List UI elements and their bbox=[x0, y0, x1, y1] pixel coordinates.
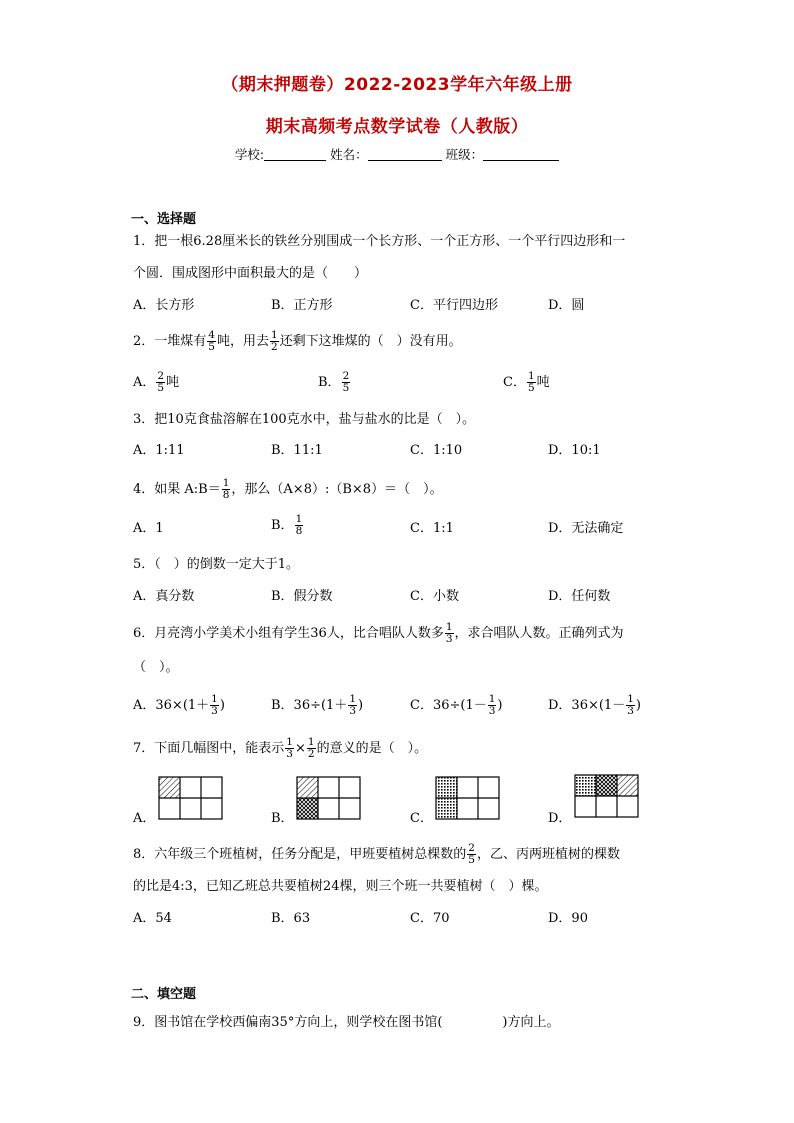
q4-option-d[interactable]: D．无法确定 bbox=[548, 521, 624, 536]
question-7 bbox=[133, 737, 427, 760]
numerator: 1 bbox=[627, 693, 634, 705]
question-5: 5．（ ）的倒数一定大于1。 bbox=[133, 557, 300, 572]
times-sign: × bbox=[294, 741, 306, 756]
denominator: 3 bbox=[445, 633, 453, 645]
q3-option-d[interactable]: D．10:1 bbox=[548, 443, 601, 458]
numerator: 1 bbox=[488, 693, 496, 705]
denominator: 2 bbox=[270, 341, 278, 353]
q1-option-d[interactable]: D．圆 bbox=[548, 298, 585, 313]
exam-title-line2: 期末高频考点数学试卷（人教版） bbox=[265, 117, 529, 137]
close-paren: ) bbox=[358, 698, 364, 713]
q8-text-b: ，乙、丙两班植树的棵数 bbox=[476, 847, 620, 862]
section-choice-heading: 一、选择题 bbox=[131, 212, 197, 227]
q8-option-a[interactable]: A．54 bbox=[133, 911, 172, 926]
q6-option-b[interactable] bbox=[271, 694, 363, 717]
q2-option-c[interactable] bbox=[503, 371, 550, 394]
denominator: 8 bbox=[295, 525, 303, 537]
q3-option-a[interactable]: A．1:11 bbox=[133, 443, 185, 458]
q2-option-c-fraction bbox=[527, 371, 536, 394]
q6-fraction bbox=[445, 622, 454, 645]
q6-option-a-fraction bbox=[210, 694, 219, 717]
denominator: 5 bbox=[468, 854, 475, 866]
numerator: 4 bbox=[208, 329, 215, 341]
numerator: 1 bbox=[295, 513, 303, 525]
q5-option-b[interactable]: B．假分数 bbox=[271, 589, 333, 604]
name-blank[interactable] bbox=[368, 148, 442, 161]
q8-text-a: 8．六年级三个班植树，任务分配是，甲班要植树总棵数的 bbox=[133, 847, 467, 862]
q7-option-b[interactable]: B． bbox=[271, 811, 294, 826]
numerator: 2 bbox=[342, 370, 350, 382]
close-paren: ) bbox=[635, 698, 641, 713]
q1-option-b[interactable]: B．正方形 bbox=[271, 298, 333, 313]
q6-option-d-fraction bbox=[626, 694, 635, 717]
q7-figure-a bbox=[159, 777, 222, 819]
q7-fraction-1 bbox=[285, 737, 294, 760]
q7-option-c[interactable]: C． bbox=[410, 811, 433, 826]
q4-text-b: ，那么（A×8）:（B×8）＝（ ）。 bbox=[231, 482, 443, 497]
q2-option-b[interactable] bbox=[318, 371, 351, 394]
option-prefix: A． bbox=[133, 375, 156, 390]
q6-text-b: ，求合唱队人数。正确列式为 bbox=[454, 626, 624, 641]
q2-option-a-fraction bbox=[156, 371, 165, 394]
q2-text-b: 吨，用去 bbox=[216, 334, 269, 349]
question-1-line1: 1．把一根6.28厘米长的铁丝分别围成一个长方形、一个正方形、一个平行四边形和一 bbox=[133, 234, 626, 249]
q6-option-d[interactable] bbox=[548, 694, 641, 717]
q2-fraction-1 bbox=[207, 330, 216, 353]
section-fill-heading: 二、填空题 bbox=[131, 987, 197, 1002]
q7-fraction-2 bbox=[307, 737, 316, 760]
q3-option-c[interactable]: C．1:10 bbox=[410, 443, 463, 458]
q8-option-d[interactable]: D．90 bbox=[548, 911, 588, 926]
option-prefix: D．36×(1－ bbox=[548, 698, 626, 713]
question-6-line1 bbox=[133, 622, 624, 645]
question-3: 3．把10克食盐溶解在100克水中，盐与盐水的比是（ ）。 bbox=[133, 412, 476, 427]
numerator: 2 bbox=[157, 370, 165, 382]
q5-option-d[interactable]: D．任何数 bbox=[548, 589, 611, 604]
q1-option-c[interactable]: C．平行四边形 bbox=[410, 298, 498, 313]
numerator: 2 bbox=[468, 842, 475, 854]
student-info-line bbox=[0, 145, 794, 163]
denominator: 5 bbox=[208, 341, 215, 353]
q4-text-a: 4．如果 A:B＝ bbox=[133, 482, 221, 497]
question-2 bbox=[133, 330, 462, 353]
q7-text-a: 7．下面几幅图中，能表示 bbox=[133, 741, 285, 756]
denominator: 3 bbox=[349, 705, 357, 717]
q2-text-a: 2．一堆煤有 bbox=[133, 334, 207, 349]
class-label: 班级： bbox=[445, 147, 484, 162]
option-prefix: B． bbox=[318, 375, 341, 390]
option-unit: 吨 bbox=[166, 375, 180, 390]
numerator: 1 bbox=[211, 693, 218, 705]
denominator: 8 bbox=[222, 489, 230, 501]
q8-fraction bbox=[467, 843, 476, 866]
option-prefix: C． bbox=[503, 375, 526, 390]
denominator: 5 bbox=[527, 382, 535, 394]
question-4 bbox=[133, 478, 443, 501]
exam-title-line1: （期末押题卷）2022-2023学年六年级上册 bbox=[221, 75, 573, 95]
numerator: 1 bbox=[445, 621, 453, 633]
option-unit: 吨 bbox=[536, 375, 550, 390]
numerator: 1 bbox=[527, 370, 535, 382]
denominator: 3 bbox=[627, 705, 634, 717]
q6-text-a: 6．月亮湾小学美术小组有学生36人，比合唱队人数多 bbox=[133, 626, 444, 641]
q2-option-b-fraction bbox=[342, 371, 351, 394]
denominator: 5 bbox=[342, 382, 350, 394]
q8-option-b[interactable]: B．63 bbox=[271, 911, 311, 926]
school-blank[interactable] bbox=[264, 148, 326, 161]
q2-option-a[interactable] bbox=[133, 371, 179, 394]
q7-figure-d bbox=[575, 775, 638, 817]
q4-option-b[interactable] bbox=[271, 514, 304, 537]
question-9 bbox=[133, 1014, 559, 1032]
question-1-line2: 个圆．围成图形中面积最大的是（ ） bbox=[133, 266, 368, 281]
numerator: 1 bbox=[270, 329, 278, 341]
q6-option-a[interactable] bbox=[133, 694, 225, 717]
denominator: 3 bbox=[488, 705, 496, 717]
q7-text-b: 的意义的是（ ）。 bbox=[316, 741, 428, 756]
q9-text-b: )方向上。 bbox=[502, 1015, 560, 1030]
q7-figure-c bbox=[436, 777, 499, 819]
option-prefix: A．36×(1＋ bbox=[133, 698, 210, 713]
numerator: 1 bbox=[222, 477, 230, 489]
q4-option-b-fraction bbox=[295, 514, 304, 537]
name-label: 姓名： bbox=[330, 147, 368, 162]
q5-option-a[interactable]: A．真分数 bbox=[133, 589, 195, 604]
q4-fraction bbox=[222, 478, 231, 501]
q2-text-c: 还剩下这堆煤的（ ）没有用。 bbox=[279, 334, 462, 349]
q1-option-a[interactable]: A．长方形 bbox=[133, 298, 195, 313]
q6-option-c[interactable] bbox=[410, 694, 503, 717]
q6-option-b-fraction bbox=[348, 694, 357, 717]
denominator: 5 bbox=[157, 382, 165, 394]
option-prefix: C．36÷(1－ bbox=[410, 698, 487, 713]
close-paren: ) bbox=[219, 698, 225, 713]
school-label: 学校: bbox=[234, 147, 265, 162]
numerator: 1 bbox=[307, 736, 315, 748]
denominator: 3 bbox=[211, 705, 218, 717]
question-8-line1 bbox=[133, 843, 620, 866]
q4-option-c[interactable]: C．1:1 bbox=[410, 521, 454, 536]
option-prefix: B． bbox=[271, 518, 294, 533]
q7-option-a[interactable]: A． bbox=[133, 811, 156, 826]
q6-option-c-fraction bbox=[488, 694, 497, 717]
q7-figure-b bbox=[297, 777, 360, 819]
denominator: 3 bbox=[286, 748, 293, 760]
question-6-line2: （ ）。 bbox=[133, 660, 179, 675]
q2-fraction-2 bbox=[270, 330, 279, 353]
q8-option-c[interactable]: C．70 bbox=[410, 911, 450, 926]
numerator: 1 bbox=[286, 736, 293, 748]
class-blank[interactable] bbox=[483, 148, 559, 161]
q5-option-c[interactable]: C．小数 bbox=[410, 589, 459, 604]
q7-option-d[interactable]: D． bbox=[548, 811, 572, 826]
q4-option-a[interactable]: A．1 bbox=[133, 521, 164, 536]
numerator: 1 bbox=[349, 693, 357, 705]
q3-option-b[interactable]: B．11:1 bbox=[271, 443, 323, 458]
denominator: 2 bbox=[307, 748, 315, 760]
close-paren: ) bbox=[497, 698, 503, 713]
question-8-line2: 的比是4:3，已知乙班总共要植树24棵，则三个班一共要植树（ ）棵。 bbox=[133, 879, 548, 894]
option-prefix: B．36÷(1＋ bbox=[271, 698, 348, 713]
q9-text-a: 9．图书馆在学校西偏南35°方向上，则学校在图书馆( bbox=[133, 1015, 443, 1030]
